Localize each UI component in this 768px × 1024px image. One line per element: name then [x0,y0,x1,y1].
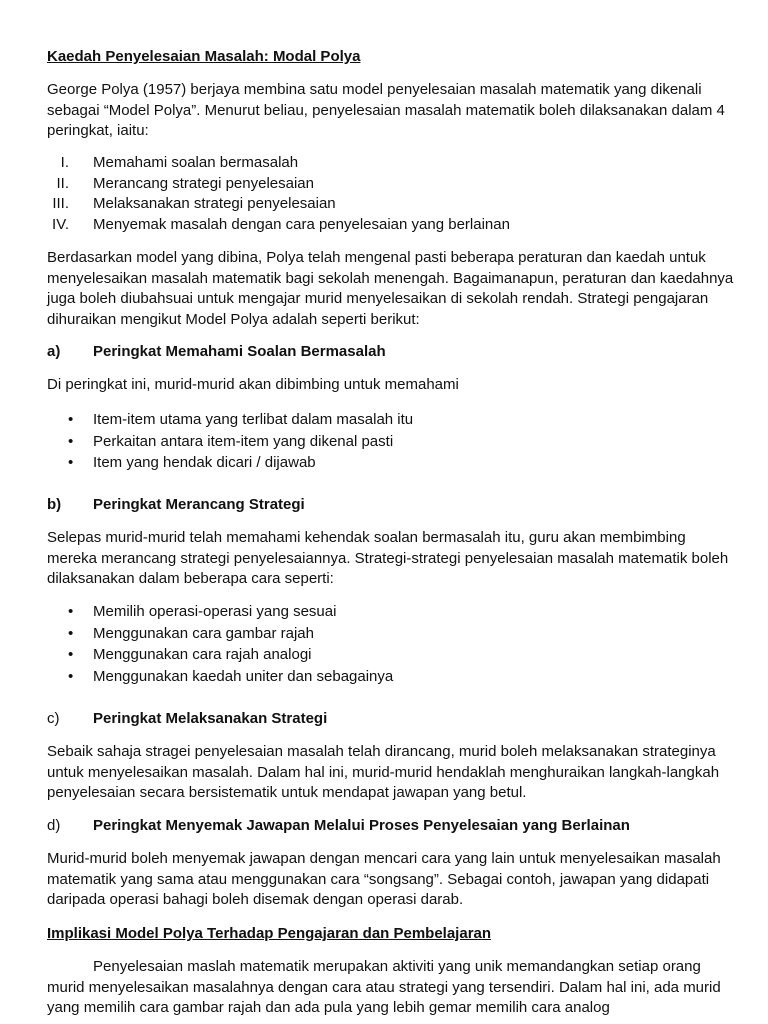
implication-body: Penyelesaian maslah matematik merupakan aktiviti yang unik memandangkan setiap orang murid menyelesaikan masalahnya dengan cara atau strategi yang tersendiri. Dalam hal ini, ada murid yang memilih cara gambar rajah dan ada pula yang lebih gemar memilih cara analog [47,958,721,1016]
list-item: • Menggunakan cara rajah analogi [47,645,737,667]
section-c-heading: c) Peringkat Melaksanakan Strategi [47,710,328,727]
section-d-body: Murid-murid boleh menyemak jawapan dengan mencari cara yang lain untuk menyelesaikan masalah matematik yang sama atau menggunakan cara “songsang”. Sebagai contoh, jawapan yang didapati daripada operasi bahagi boleh disemak dengan operasi darab. [47,850,721,908]
section-d-heading: d) Peringkat Menyemak Jawapan Melalui Proses Penyelesaian yang Berlainan [47,817,630,834]
section-c-body: Sebaik sahaja stragei penyelesaian masalah telah dirancang, murid boleh melaksanakan strateginya untuk menyelesaikan masalah. Dalam hal ini, murid-murid hendaklah menghuraikan langkah-langkah penyelesaian secara bersistematik untuk mendapat jawapan yang betul. [47,743,720,801]
bullet-icon: • [68,624,74,642]
polya-strategy-paragraph: Berdasarkan model yang dibina, Polya telah mengenal pasti beberapa peraturan dan kaedah untuk menyelesaikan masalah matematik bagi sekolah menengah. Bagaimanapun, peraturan dan kaedahnya juga boleh diubahsuai untuk mengajar murid menyelesaikan di sekolah rendah. Strategi pengajaran dihuraikan mengikut Model Polya adalah seperti berikut: [47,249,734,328]
bullet-icon: • [68,454,74,471]
section-b-intro: Selepas murid-murid telah memahami kehendak soalan bermasalah itu, guru akan membimbing mereka merancang strategi penyelesaiannya. Strategi-strategi penyelesaian masalah matematik boleh dilaksanakan dalam beberapa cara seperti: [47,529,729,587]
document-title: Kaedah Penyelesaian Masalah: Modal Polya [47,48,361,65]
list-item: • Menggunakan kaedah uniter dan sebagainya [47,667,737,689]
section-b-bullets [47,602,737,688]
bullet-icon: • [68,667,74,685]
stage-list [47,153,737,235]
bullet-icon: • [68,411,74,428]
list-item: • Perkaitan antara item-item yang dikenal pasti [47,432,737,454]
stage-item: III. Melaksanakan strategi penyelesaian [52,195,336,212]
intro-paragraph: George Polya (1957) berjaya membina satu model penyelesaian masalah matematik yang dikenali sebagai “Model Polya”. Menurut beliau, penyelesaian masalah matematik boleh dilaksanakan dalam 4 peringkat, iaitu: [47,81,725,139]
list-item: • Item yang hendak dicari / dijawab [47,453,737,475]
stage-item: II. Merancang strategi penyelesaian [56,174,314,192]
section-b-heading: b) Peringkat Merancang Strategi [47,496,305,513]
section-a-intro: Di peringkat ini, murid-murid akan dibimbing untuk memahami [47,376,459,393]
bullet-icon: • [68,603,74,620]
bullet-icon: • [68,646,74,663]
stage-item: I. Memahami soalan bermasalah [60,154,299,171]
implication-title: Implikasi Model Polya Terhadap Pengajaran dan Pembelajaran [47,925,492,942]
section-a-bullets [47,410,737,475]
stage-item: IV. Menyemak masalah dengan cara penyelesaian yang berlainan [52,215,510,233]
list-item: • Menggunakan cara gambar rajah [47,624,737,646]
bullet-icon: • [68,432,74,450]
list-item: • Item-item utama yang terlibat dalam masalah itu [47,410,737,432]
section-a-heading: a) Peringkat Memahami Soalan Bermasalah [47,343,386,360]
list-item: • Memilih operasi-operasi yang sesuai [47,602,737,624]
